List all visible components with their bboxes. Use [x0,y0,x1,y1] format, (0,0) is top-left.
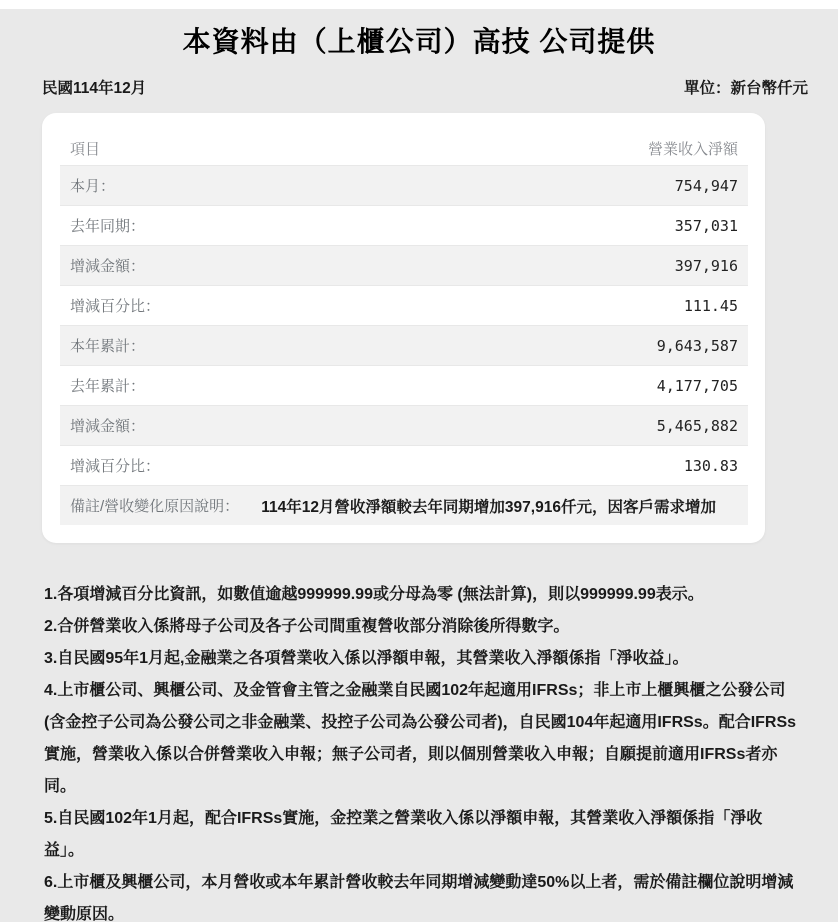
footnote-line: 5.自民國102年1月起，配合IFRSs實施，金控業之營業收入係以淨額申報，其營業收入淨額係指「淨收 [44,810,763,827]
footnote-line: 4.上市櫃公司、興櫃公司、及金管會主管之金融業自民國102年起適用IFRSs；非上市上櫃興櫃之公發公司 [44,682,786,699]
row-label: 去年累計： [70,378,146,395]
revenue-table-card [42,113,765,543]
table-row-same-period-last-year [60,205,748,245]
row-label: 本月： [70,178,116,195]
row-label: 增減金額： [70,418,146,435]
row-label: 增減百分比： [70,458,161,475]
table-row-current-month [60,165,748,205]
table-row-change-percent-ytd [60,445,748,485]
row-value: 754,947 [674,176,738,195]
report-meta-row [42,78,808,99]
row-value: 5,465,882 [656,416,738,435]
footnote-line: 1.各項增減百分比資訊，如數值逾越999999.99或分母為零 (無法計算)，則以999999.99表示。 [44,586,704,603]
row-label: 增減金額： [70,258,146,275]
footnote-line: 3.自民國95年1月起,金融業之各項營業收入係以淨額申報，其營業收入淨額係指「淨收益」。 [44,650,689,667]
footnote-line: 2.合併營業收入係將母子公司及各子公司間重複營收部分消除後所得數字。 [44,618,570,635]
row-label: 增減百分比： [70,298,161,315]
footnote-line: 益」。 [44,842,85,859]
top-white-strip [0,0,838,9]
footnotes [44,579,802,922]
row-value: 9,643,587 [656,336,738,355]
table-row-change-amount-month [60,245,748,285]
footnote-line: 變動原因。 [44,906,125,922]
footnote-line: 實施，營業收入係以合併營業收入申報；無子公司者，則以個別營業收入申報；自願提前適用IFRSs者亦 [44,746,778,763]
row-label: 去年同期： [70,218,146,235]
report-period: 民國114年12月 [42,80,147,97]
column-header-item: 項目 [70,140,101,158]
column-header-net-revenue: 營業收入淨額 [647,140,738,158]
page-title: 本資料由（上櫃公司）高技 公司提供 [182,26,656,57]
remark-label: 備註/營收變化原因說明： [70,498,240,515]
footnote-line: 同。 [44,778,77,795]
footnote-line: 6.上市櫃及興櫃公司，本月營收或本年累計營收較去年同期增減變動達50%以上者，需於備註欄位說明增減 [44,874,794,891]
table-row-remark [60,485,748,525]
footnote-line: (含金控子公司為公發公司之非金融業、投控子公司為公發公司者)，自民國104年起適用IFRSs。配合IFRSs [44,714,797,731]
row-label: 本年累計： [70,338,146,355]
table-row-change-amount-ytd [60,405,748,445]
table-row-ytd-current [60,325,748,365]
row-value: 397,916 [674,256,738,275]
row-value: 130.83 [683,456,738,475]
table-row-change-percent-month [60,285,748,325]
row-value: 111.45 [683,296,738,315]
unit-label: 單位：新台幣仟元 [683,80,808,97]
table-header-row [60,131,748,165]
row-value: 4,177,705 [656,376,738,395]
remark-value: 114年12月營收淨額較去年同期增加397,916仟元，因客戶需求增加 [261,498,716,516]
table-row-ytd-last-year [60,365,748,405]
row-value: 357,031 [674,216,738,235]
